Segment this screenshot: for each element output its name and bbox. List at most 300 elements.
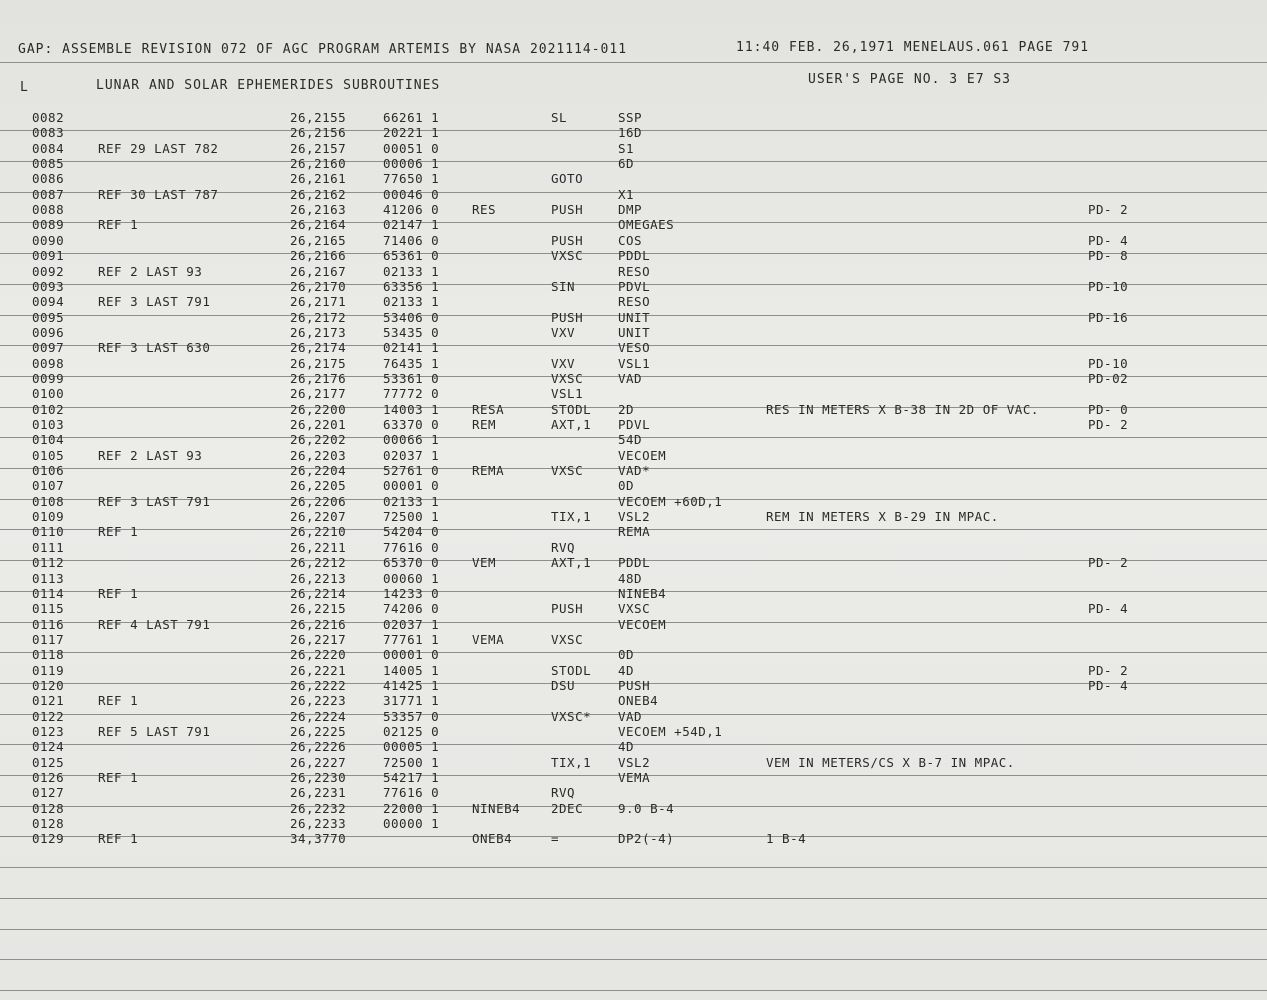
cell-addr: 26,2207 [290, 509, 347, 525]
cell-oct: 52761 0 [383, 463, 440, 479]
cell-num: 0118 [32, 647, 65, 663]
cell-arg: 9.0 B-4 [618, 800, 675, 816]
cell-addr: 26,2162 [290, 186, 347, 202]
cell-oct: 20221 1 [383, 125, 440, 141]
page-header-left: GAP: ASSEMBLE REVISION 072 OF AGC PROGRAM ARTEMIS BY NASA 2021114-011 [18, 42, 628, 57]
cell-arg: DMP [618, 202, 643, 218]
cell-oct: 77616 0 [383, 785, 440, 801]
listing-row [0, 371, 1267, 386]
listing-row [0, 739, 1267, 754]
listing-row [0, 463, 1267, 478]
cell-cmt: 1 B-4 [766, 831, 807, 847]
cell-ref: REF 29 LAST 782 [98, 140, 219, 156]
cell-arg: SSP [618, 110, 643, 125]
cell-pd: PD- 2 [1088, 202, 1129, 218]
listing-row [0, 448, 1267, 463]
cell-oct: 00066 1 [383, 432, 440, 448]
cell-arg: PDDL [618, 248, 651, 264]
cell-oct: 00046 0 [383, 186, 440, 202]
cell-lbl: NINEB4 [472, 800, 521, 816]
cell-oct: 00000 1 [383, 816, 440, 832]
cell-oct: 02125 0 [383, 724, 440, 739]
listing-row [0, 402, 1267, 417]
cell-op: AXT,1 [551, 417, 592, 432]
listing-row [0, 524, 1267, 539]
cell-arg: VESO [618, 340, 651, 356]
cell-op: TIX,1 [551, 754, 592, 770]
listing-row [0, 264, 1267, 279]
cell-pd: PD-10 [1088, 278, 1129, 294]
cell-op: VXV [551, 355, 576, 371]
cell-addr: 26,2161 [290, 171, 347, 187]
cell-oct: 00005 1 [383, 739, 440, 755]
cell-addr: 26,2155 [290, 110, 347, 125]
cell-addr: 26,2224 [290, 708, 347, 724]
cell-addr: 26,2226 [290, 739, 347, 755]
listing-row [0, 494, 1267, 509]
cell-oct: 72500 1 [383, 754, 440, 770]
cell-oct: 02133 1 [383, 263, 440, 279]
cell-pd: PD- 2 [1088, 662, 1129, 678]
cell-num: 0122 [32, 708, 65, 724]
cell-num: 0092 [32, 263, 65, 279]
listing-row [0, 724, 1267, 739]
listing-row [0, 156, 1267, 171]
cell-num: 0127 [32, 785, 65, 801]
cell-pd: PD- 2 [1088, 555, 1129, 571]
cell-addr: 26,2176 [290, 370, 347, 386]
listing-row [0, 601, 1267, 616]
cell-oct: 00001 0 [383, 478, 440, 494]
cell-arg: NINEB4 [618, 585, 667, 601]
cell-oct: 14003 1 [383, 401, 440, 417]
cell-ref: REF 4 LAST 791 [98, 616, 211, 632]
cell-addr: 26,2160 [290, 156, 347, 172]
cell-oct: 77772 0 [383, 386, 440, 402]
cell-arg: UNIT [618, 324, 651, 340]
cell-num: 0124 [32, 739, 65, 755]
cell-lbl: ONEB4 [472, 831, 513, 847]
cell-op: GOTO [551, 171, 584, 187]
listing-row [0, 217, 1267, 232]
cell-arg: 6D [618, 156, 635, 172]
listing-row [0, 294, 1267, 309]
cell-arg: VECOEM +60D,1 [618, 493, 723, 509]
cell-lbl: RES [472, 202, 497, 218]
cell-oct: 02133 1 [383, 493, 440, 509]
cell-cmt: VEM IN METERS/CS X B-7 IN MPAC. [766, 754, 1015, 770]
cell-addr: 26,2220 [290, 647, 347, 663]
cell-addr: 26,2156 [290, 125, 347, 141]
cell-oct: 14233 0 [383, 585, 440, 601]
cell-pd: PD- 8 [1088, 248, 1129, 264]
cell-oct: 65361 0 [383, 248, 440, 264]
cell-oct: 00001 0 [383, 647, 440, 663]
cell-arg: PDVL [618, 417, 651, 432]
listing-row [0, 770, 1267, 785]
cell-op: PUSH [551, 309, 584, 325]
cell-oct: 66261 1 [383, 110, 440, 125]
cell-addr: 26,2215 [290, 601, 347, 617]
cell-oct: 54217 1 [383, 770, 440, 786]
cell-arg: RESO [618, 263, 651, 279]
cell-num: 0087 [32, 186, 65, 202]
cell-arg: PDVL [618, 278, 651, 294]
users-page-number: USER'S PAGE NO. 3 E7 S3 [808, 72, 1012, 87]
cell-addr: 26,2164 [290, 217, 347, 233]
listing-row [0, 693, 1267, 708]
cell-arg: PDDL [618, 555, 651, 571]
cell-num: 0084 [32, 140, 65, 156]
listing-row [0, 555, 1267, 570]
cell-oct: 72500 1 [383, 509, 440, 525]
cell-num: 0098 [32, 355, 65, 371]
cell-oct: 54204 0 [383, 524, 440, 540]
cell-arg: S1 [618, 140, 635, 156]
ruled-line [0, 898, 1267, 899]
cell-op: VXSC [551, 370, 584, 386]
cell-num: 0125 [32, 754, 65, 770]
cell-op: PUSH [551, 232, 584, 248]
cell-addr: 26,2231 [290, 785, 347, 801]
cell-num: 0111 [32, 539, 65, 555]
ruled-line [0, 959, 1267, 960]
cell-pd: PD- 0 [1088, 401, 1129, 417]
divider [0, 62, 1267, 63]
cell-arg: VSL2 [618, 754, 651, 770]
cell-op: SIN [551, 278, 576, 294]
cell-op: STODL [551, 401, 592, 417]
cell-arg: VSL2 [618, 509, 651, 525]
listing-row [0, 785, 1267, 800]
cell-num: 0085 [32, 156, 65, 172]
cell-oct: 00051 0 [383, 140, 440, 156]
page-header-right: 11:40 FEB. 26,1971 MENELAUS.061 PAGE 791 [736, 40, 1090, 55]
cell-num: 0089 [32, 217, 65, 233]
cell-arg: 4D [618, 662, 635, 678]
cell-addr: 26,2166 [290, 248, 347, 264]
cell-pd: PD-16 [1088, 309, 1129, 325]
cell-num: 0114 [32, 585, 65, 601]
listing-row [0, 647, 1267, 662]
cell-op: STODL [551, 662, 592, 678]
cell-num: 0091 [32, 248, 65, 264]
cell-op: DSU [551, 677, 576, 693]
cell-addr: 26,2171 [290, 294, 347, 310]
cell-arg: COS [618, 232, 643, 248]
listing-row [0, 632, 1267, 647]
cell-lbl: REM [472, 417, 497, 432]
cell-arg: 54D [618, 432, 643, 448]
cell-num: 0106 [32, 463, 65, 479]
cell-oct: 02037 1 [383, 447, 440, 463]
cell-ref: REF 2 LAST 93 [98, 263, 203, 279]
cell-addr: 26,2201 [290, 417, 347, 432]
cell-oct: 77616 0 [383, 539, 440, 555]
cell-addr: 26,2204 [290, 463, 347, 479]
cell-arg: VECOEM [618, 447, 667, 463]
cell-addr: 26,2222 [290, 677, 347, 693]
cell-op: SL [551, 110, 568, 125]
cell-oct: 53435 0 [383, 324, 440, 340]
listing-row [0, 617, 1267, 632]
cell-arg: 0D [618, 647, 635, 663]
cell-num: 0128 [32, 800, 65, 816]
listing-row [0, 709, 1267, 724]
cell-addr: 26,2167 [290, 263, 347, 279]
cell-op: PUSH [551, 601, 584, 617]
cell-addr: 26,2212 [290, 555, 347, 571]
cell-lbl: RESA [472, 401, 505, 417]
cell-oct: 31771 1 [383, 693, 440, 709]
listing-row [0, 801, 1267, 816]
listing-row [0, 386, 1267, 401]
cell-op: RVQ [551, 785, 576, 801]
cell-arg: 16D [618, 125, 643, 141]
cell-addr: 26,2165 [290, 232, 347, 248]
cell-ref: REF 3 LAST 630 [98, 340, 211, 356]
cell-arg: RESO [618, 294, 651, 310]
cell-oct: 02133 1 [383, 294, 440, 310]
listing-row [0, 816, 1267, 831]
cell-arg: PUSH [618, 677, 651, 693]
listing-row [0, 202, 1267, 217]
listing-row [0, 356, 1267, 371]
ruled-line [0, 929, 1267, 930]
cell-oct: 65370 0 [383, 555, 440, 571]
cell-num: 0113 [32, 570, 65, 586]
cell-oct: 14005 1 [383, 662, 440, 678]
cell-num: 0095 [32, 309, 65, 325]
cell-oct: 63356 1 [383, 278, 440, 294]
cell-num: 0090 [32, 232, 65, 248]
cell-num: 0094 [32, 294, 65, 310]
cell-addr: 26,2157 [290, 140, 347, 156]
cell-addr: 26,2177 [290, 386, 347, 402]
cell-addr: 26,2230 [290, 770, 347, 786]
cell-pd: PD-02 [1088, 370, 1129, 386]
cell-num: 0097 [32, 340, 65, 356]
cell-oct: 00060 1 [383, 570, 440, 586]
listing-row [0, 141, 1267, 156]
cell-addr: 26,2210 [290, 524, 347, 540]
cell-num: 0104 [32, 432, 65, 448]
listing-row [0, 233, 1267, 248]
cell-arg: VEMA [618, 770, 651, 786]
listing-row [0, 663, 1267, 678]
cell-ref: REF 1 [98, 831, 139, 847]
cell-arg: 0D [618, 478, 635, 494]
cell-pd: PD- 4 [1088, 677, 1129, 693]
cell-oct: 76435 1 [383, 355, 440, 371]
cell-num: 0102 [32, 401, 65, 417]
listing-row [0, 310, 1267, 325]
listing-row [0, 540, 1267, 555]
cell-addr: 26,2174 [290, 340, 347, 356]
cell-addr: 26,2217 [290, 631, 347, 647]
listing-row [0, 478, 1267, 493]
listing-row [0, 125, 1267, 140]
cell-op: VXSC [551, 463, 584, 479]
cell-addr: 26,2213 [290, 570, 347, 586]
cell-op: VXSC [551, 631, 584, 647]
cell-oct: 77650 1 [383, 171, 440, 187]
cell-cmt: RES IN METERS X B-38 IN 2D OF VAC. [766, 401, 1039, 417]
cell-oct: 74206 0 [383, 601, 440, 617]
cell-oct: 02147 1 [383, 217, 440, 233]
cell-ref: REF 1 [98, 524, 139, 540]
cell-arg: VECOEM +54D,1 [618, 724, 723, 739]
cell-oct: 02141 1 [383, 340, 440, 356]
listing-row [0, 187, 1267, 202]
cell-num: 0109 [32, 509, 65, 525]
cell-pd: PD-10 [1088, 355, 1129, 371]
cell-arg: VSL1 [618, 355, 651, 371]
cell-addr: 26,2216 [290, 616, 347, 632]
listing-row [0, 586, 1267, 601]
cell-addr: 26,2233 [290, 816, 347, 832]
listing-row [0, 678, 1267, 693]
cell-num: 0099 [32, 370, 65, 386]
cell-pd: PD- 2 [1088, 417, 1129, 432]
cell-num: 0096 [32, 324, 65, 340]
cell-oct: 53357 0 [383, 708, 440, 724]
cell-arg: VAD [618, 708, 643, 724]
cell-op: RVQ [551, 539, 576, 555]
listing-row [0, 831, 1267, 846]
cell-ref: REF 1 [98, 770, 139, 786]
cell-addr: 26,2232 [290, 800, 347, 816]
cell-num: 0088 [32, 202, 65, 218]
cell-op: PUSH [551, 202, 584, 218]
cell-addr: 26,2205 [290, 478, 347, 494]
cell-arg: X1 [618, 186, 635, 202]
cell-num: 0117 [32, 631, 65, 647]
cell-addr: 26,2203 [290, 447, 347, 463]
cell-addr: 26,2172 [290, 309, 347, 325]
cell-addr: 26,2225 [290, 724, 347, 739]
cell-num: 0121 [32, 693, 65, 709]
listing-row [0, 755, 1267, 770]
cell-oct: 41206 0 [383, 202, 440, 218]
cell-lbl: VEMA [472, 631, 505, 647]
cell-ref: REF 1 [98, 693, 139, 709]
cell-ref: REF 1 [98, 217, 139, 233]
cell-addr: 26,2163 [290, 202, 347, 218]
cell-oct: 71406 0 [383, 232, 440, 248]
cell-num: 0116 [32, 616, 65, 632]
cell-ref: REF 3 LAST 791 [98, 294, 211, 310]
cell-cmt: REM IN METERS X B-29 IN MPAC. [766, 509, 999, 525]
cell-op: = [551, 831, 560, 847]
cell-addr: 26,2175 [290, 355, 347, 371]
cell-num: 0129 [32, 831, 65, 847]
listing-row [0, 279, 1267, 294]
cell-oct: 41425 1 [383, 677, 440, 693]
cell-pd: PD- 4 [1088, 601, 1129, 617]
cell-lbl: VEM [472, 555, 497, 571]
cell-oct: 02037 1 [383, 616, 440, 632]
cell-arg: VAD* [618, 463, 651, 479]
listing-row [0, 325, 1267, 340]
cell-op: VXSC [551, 248, 584, 264]
cell-addr: 26,2211 [290, 539, 347, 555]
cell-num: 0108 [32, 493, 65, 509]
cell-addr: 26,2223 [290, 693, 347, 709]
cell-arg: DP2(-4) [618, 831, 675, 847]
cell-oct: 00006 1 [383, 156, 440, 172]
cell-num: 0112 [32, 555, 65, 571]
listing-row [0, 171, 1267, 186]
cell-arg: REMA [618, 524, 651, 540]
cell-arg: 2D [618, 401, 635, 417]
cell-ref: REF 5 LAST 791 [98, 724, 211, 739]
listing-row [0, 417, 1267, 432]
listing-row [0, 432, 1267, 447]
cell-arg: 48D [618, 570, 643, 586]
cell-op: VXSC* [551, 708, 592, 724]
cell-oct: 22000 1 [383, 800, 440, 816]
cell-num: 0103 [32, 417, 65, 432]
cell-num: 0105 [32, 447, 65, 463]
listing-row [0, 248, 1267, 263]
listing-row [0, 110, 1267, 125]
cell-lbl: REMA [472, 463, 505, 479]
cell-ref: REF 2 LAST 93 [98, 447, 203, 463]
cell-addr: 34,3770 [290, 831, 347, 847]
cell-ref: REF 3 LAST 791 [98, 493, 211, 509]
listing-type: L [20, 80, 29, 95]
cell-addr: 26,2202 [290, 432, 347, 448]
cell-oct: 53361 0 [383, 370, 440, 386]
cell-addr: 26,2206 [290, 493, 347, 509]
cell-addr: 26,2173 [290, 324, 347, 340]
cell-num: 0083 [32, 125, 65, 141]
cell-arg: VECOEM [618, 616, 667, 632]
cell-op: VXV [551, 324, 576, 340]
cell-num: 0110 [32, 524, 65, 540]
cell-num: 0093 [32, 278, 65, 294]
cell-arg: UNIT [618, 309, 651, 325]
cell-addr: 26,2221 [290, 662, 347, 678]
cell-num: 0086 [32, 171, 65, 187]
cell-num: 0100 [32, 386, 65, 402]
cell-op: 2DEC [551, 800, 584, 816]
cell-ref: REF 1 [98, 585, 139, 601]
cell-num: 0119 [32, 662, 65, 678]
cell-op: AXT,1 [551, 555, 592, 571]
cell-arg: VAD [618, 370, 643, 386]
cell-num: 0082 [32, 110, 65, 125]
ruled-line [0, 990, 1267, 991]
cell-oct: 63370 0 [383, 417, 440, 432]
listing-row [0, 340, 1267, 355]
cell-num: 0107 [32, 478, 65, 494]
cell-arg: ONEB4 [618, 693, 659, 709]
cell-op: VSL1 [551, 386, 584, 402]
cell-ref: REF 30 LAST 787 [98, 186, 219, 202]
cell-arg: VXSC [618, 601, 651, 617]
cell-num: 0115 [32, 601, 65, 617]
cell-addr: 26,2214 [290, 585, 347, 601]
listing-row [0, 509, 1267, 524]
cell-arg: 4D [618, 739, 635, 755]
cell-num: 0126 [32, 770, 65, 786]
cell-arg: OMEGAES [618, 217, 675, 233]
cell-addr: 26,2170 [290, 278, 347, 294]
section-title: LUNAR AND SOLAR EPHEMERIDES SUBROUTINES [96, 78, 441, 93]
cell-addr: 26,2200 [290, 401, 347, 417]
